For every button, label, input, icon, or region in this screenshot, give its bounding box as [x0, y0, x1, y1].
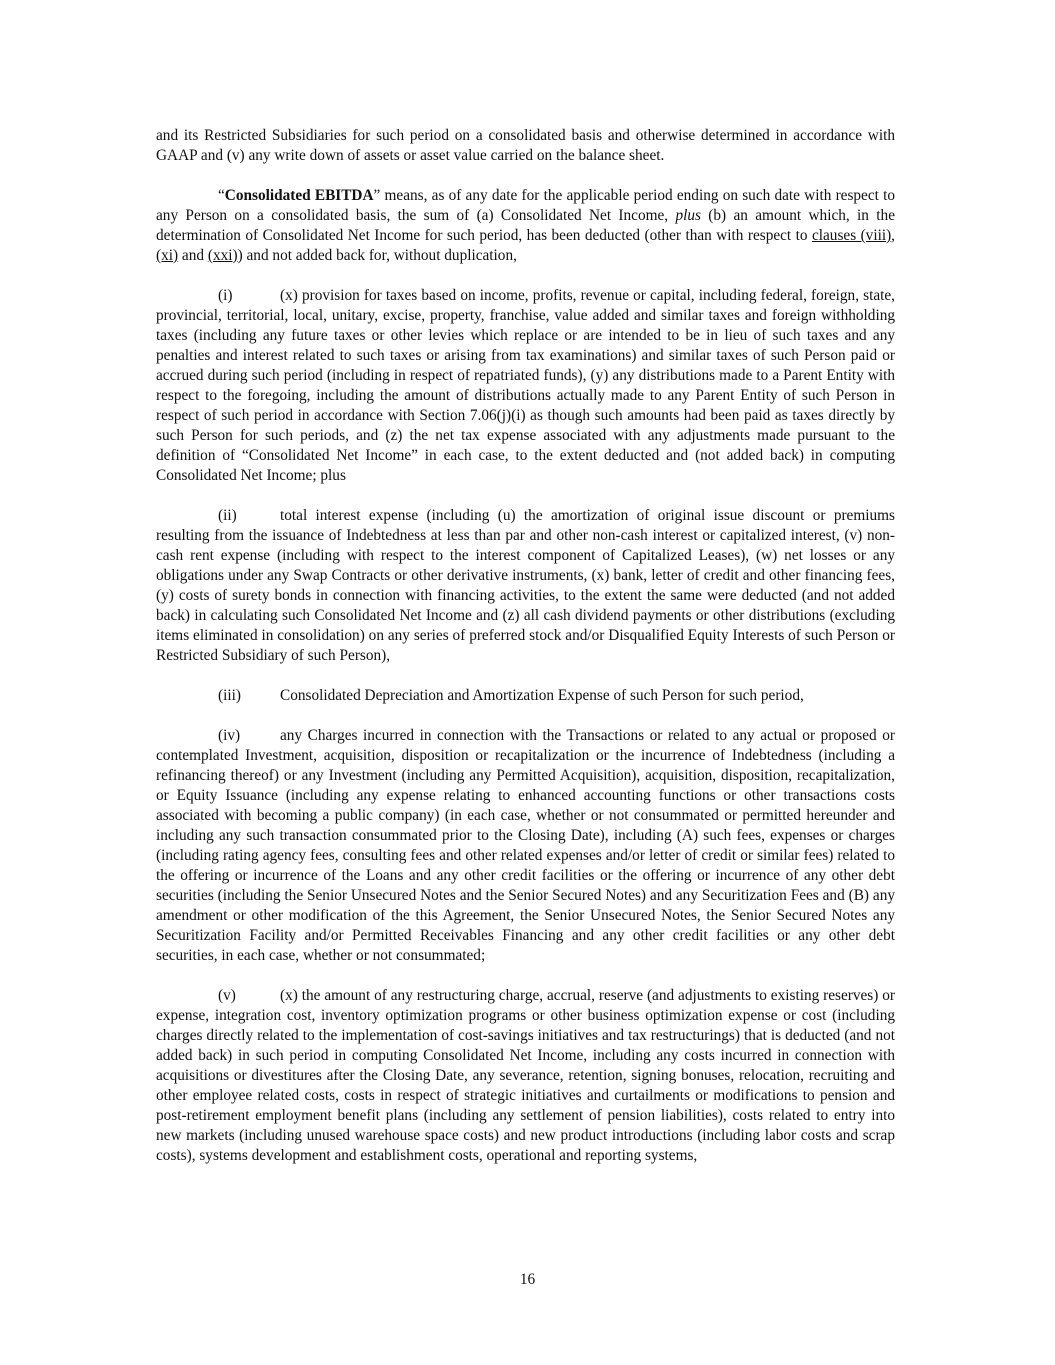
clause-number: (i) — [218, 287, 233, 304]
definition-middle: (b) an amount which, in the determination of Consolidated Net Income for such period, has been deducted (other than with respect to — [156, 207, 895, 244]
document-body — [156, 126, 895, 1166]
clause-number: (iii) — [218, 687, 241, 704]
defined-term: Consolidated EBITDA — [224, 187, 374, 204]
definition-end: ) and not added back for, without duplication, — [237, 247, 517, 264]
clause-number: (v) — [218, 987, 236, 1004]
clause-ii — [156, 506, 895, 666]
clause-v — [156, 986, 895, 1166]
clause-number: (iv) — [218, 727, 241, 744]
clause-text: (x) the amount of any restructuring charge, accrual, reserve (and adjustments to existing reserves) or expense, integration cost, inventory optimization programs or other business optimization expense or cost (including charges directly related to the implementation of cost-savings initiatives and tax restructurings) that is deducted (and not added back) in such period in computing Consolidated Net Income, including any costs incurred in connection with acquisitions or divestitures after the Closing Date, any severance, retention, signing bonuses, relocation, recruiting and other employee related costs, costs in respect of strategic initiatives and curtailments or modifications to pension and post-retirement employment benefit plans (including any settlement of pension liabilities), costs related to entry into new markets (including unused warehouse space costs) and new product introductions (including labor costs and scrap costs), systems development and establishment costs, operational and reporting systems, — [156, 987, 895, 1164]
plus-word: plus — [675, 207, 701, 224]
intro-paragraph: and its Restricted Subsidiaries for such period on a consolidated basis and otherwise determined in accordance with GAAP and (v) any write down of assets or asset value carried on the balance sheet. — [156, 127, 895, 164]
clause-iii — [156, 686, 895, 706]
definition-text: ” means, as of any date for the applicable period ending on such date with respect to any Person on a consolidated basis, the sum of (a) Consolidated Net Income, — [156, 187, 895, 224]
clause-text: Consolidated Depreciation and Amortization Expense of such Person for such period, — [280, 687, 804, 704]
clause-iv — [156, 726, 895, 966]
clause-text: (x) provision for taxes based on income, profits, revenue or capital, including federal, foreign, state, provincial, territorial, local, unitary, excise, property, franchise, value added and similar taxes and foreign withholding taxes (including any future taxes or other levies which replace or are intended to be in lieu of such taxes and any penalties and interest related to such taxes or arising from tax examinations) and similar taxes of such Person paid or accrued during such period (including in respect of repatriated funds), (y) any distributions made to a Parent Entity with respect to the foregoing, including the amount of distributions actually made to any Parent Entity of such Person in respect of such period in accordance with Section 7.06(j)(i) as though such amounts had been paid as taxes directly by such Person for such periods, and (z) the net tax expense associated with any adjustments made pursuant to the definition of “Consolidated Net Income” in each case, to the extent deducted and (not added back) in computing Consolidated Net Income; plus — [156, 287, 895, 484]
clause-reference-xxi: (xxi) — [207, 247, 238, 264]
open-quote: “ — [218, 187, 225, 204]
page-number: 16 — [519, 1271, 536, 1288]
clause-text: total interest expense (including (u) the amortization of original issue discount or premiums resulting from the issuance of Indebtedness at less than par and other non-cash interest or capitalized interest, (v) non-cash rent expense (including with respect to the interest component of Capitalized Leases), (w) net losses or any obligations under any Swap Contracts or other derivative instruments, (x) bank, letter of credit and other financing fees, (y) costs of surety bonds in connection with financing activities, to the extent the same were deducted (and not added back) in calculating such Consolidated Net Income and (z) all cash dividend payments or other distributions (excluding items eliminated in consolidation) on any series of preferred stock and/or Disqualified Equity Interests of such Person or Restricted Subsidiary of such Person), — [156, 507, 895, 664]
clause-reference-viii: clauses (viii) — [811, 227, 892, 244]
clause-text: any Charges incurred in connection with the Transactions or related to any actual or proposed or contemplated Investment, acquisition, disposition or recapitalization or the incurrence of Indebtedness (including a refinancing thereof) or any Investment (including any Permitted Acquisition), acquisition, disposition, recapitalization, or Equity Issuance (including any expense relating to enhanced accounting functions or other transactions costs associated with becoming a public company) (in each case, whether or not consummated or permitted hereunder and including any such transaction consummated prior to the Closing Date), including (A) such fees, expenses or charges (including rating agency fees, consulting fees and other related expenses and/or letter of credit or similar fees) related to the offering or incurrence of the Loans and any other credit facilities or the offering or incurrence of any other debt securities (including the Senior Unsecured Notes and the Senior Secured Notes) and any Securitization Fees and (B) any amendment or other modification of the this Agreement, the Senior Unsecured Notes, the Senior Secured Notes any Securitization Facility and/or Permitted Receivables Financing and any other credit facilities or any other debt securities, in each case, whether or not consummated; — [156, 727, 895, 964]
clause-number: (ii) — [218, 507, 237, 524]
clause-i — [156, 286, 895, 486]
clause-reference-xi: (xi) — [156, 247, 179, 264]
definition-paragraph: “Consolidated EBITDA” means, as of any date for the applicable period ending on such date with respect to any Person on a consolidated basis, the sum of (a) Consolidated Net Income, plus (b) an amount which, in the determination of Consolidated Net Income for such period, has been deducted (other than with respect to clauses (viii), (xi) and (xxi)) and not added back for, without duplication, — [156, 187, 895, 264]
